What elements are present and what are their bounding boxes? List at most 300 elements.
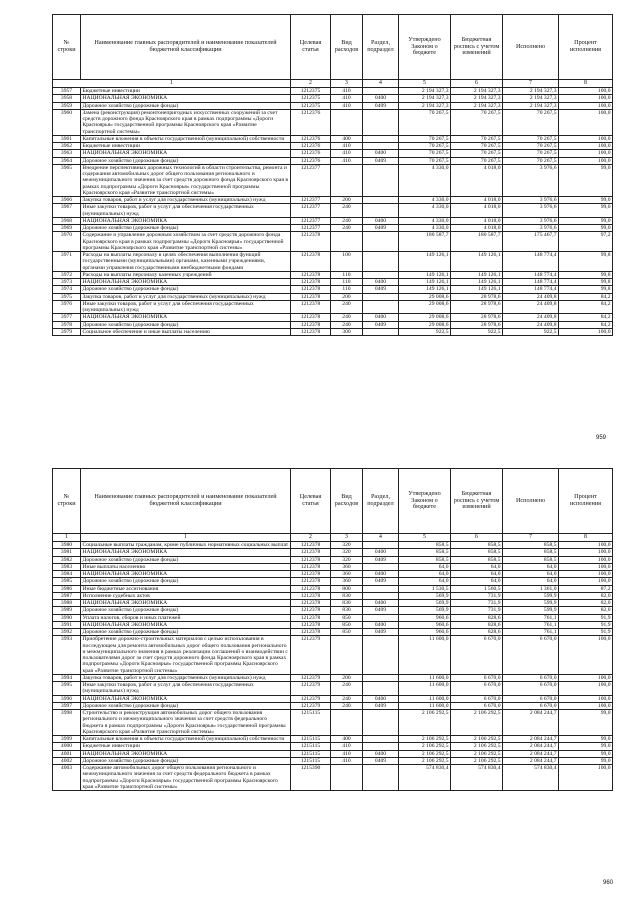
schedule-amount-cell: 858,5 — [451, 542, 503, 549]
row-number-cell: 3996 — [53, 695, 81, 702]
execution-percent-cell: 99,8 — [559, 271, 613, 278]
approved-amount-cell: 4 330,0 — [399, 204, 451, 218]
schedule-amount-cell: 731,9 — [451, 592, 503, 599]
execution-percent-cell: 100,0 — [559, 556, 613, 563]
budget-table — [52, 14, 613, 336]
schedule-amount-cell: 149 126,1 — [451, 271, 503, 278]
expense-type-cell: 360 — [331, 571, 363, 578]
approved-amount-cell: 2 194 327,3 — [399, 88, 451, 95]
table-row — [53, 592, 613, 599]
row-number-cell: 3981 — [53, 549, 81, 556]
approved-amount-cell: 2 106 292,5 — [399, 743, 451, 750]
approved-amount-cell: 70 267,5 — [399, 157, 451, 164]
table-row — [53, 629, 613, 636]
col-header-percent: Процент исполнения — [559, 15, 613, 80]
item-name-cell: Бюджетные инвестиции — [81, 143, 291, 150]
table-row — [53, 135, 613, 142]
table-row — [53, 743, 613, 750]
col-header-target: Целевая статья — [291, 15, 331, 80]
target-article-cell: 1215390 — [291, 765, 331, 791]
col-header-percent: Процент исполнения — [559, 469, 613, 534]
execution-percent-cell: 91,9 — [559, 629, 613, 636]
item-name-cell: Внедрение перспективных дорожных технологий в области строительства, ремонта и содержания автомобильных дорог общего пользования регионального и межмуниципального значения за счет средств дорожного фонда Красноярского края в рамках подпрограммы «Дороги Красноярья» государственной программы Красноярского края «Развитие транспортной системы» — [81, 164, 291, 196]
target-article-cell: 1212379 — [291, 636, 331, 675]
col-index: 2 — [291, 80, 331, 88]
executed-amount-cell: 64,0 — [503, 578, 559, 585]
table-row — [53, 621, 613, 628]
row-number-cell: 3968 — [53, 217, 81, 224]
item-name-cell: Дорожное хозяйство (дорожные фонды) — [81, 556, 291, 563]
table-row — [53, 674, 613, 681]
row-number-cell: 3970 — [53, 232, 81, 252]
table-row — [53, 636, 613, 675]
schedule-amount-cell: 2 194 327,3 — [451, 95, 503, 102]
execution-percent-cell: 100,0 — [559, 765, 613, 791]
approved-amount-cell: 574 830,4 — [399, 765, 451, 791]
row-number-cell: 3997 — [53, 702, 81, 709]
item-name-cell: Расходы на выплаты персоналу казенных учреждений — [81, 271, 291, 278]
schedule-amount-cell: 6 670,0 — [451, 702, 503, 709]
approved-amount-cell: 858,5 — [399, 549, 451, 556]
expense-type-cell — [331, 636, 363, 675]
approved-amount-cell: 4 330,0 — [399, 164, 451, 196]
expense-type-cell: 410 — [331, 143, 363, 150]
target-article-cell: 1212378 — [291, 629, 331, 636]
table-row — [53, 563, 613, 570]
target-article-cell: 1212378 — [291, 621, 331, 628]
executed-amount-cell: 761,1 — [503, 614, 559, 621]
expense-type-cell: 400 — [331, 135, 363, 142]
table-row — [53, 286, 613, 293]
item-name-cell: Иные закупки товаров, работ и услуг для обеспечения государственных (муниципальных) нужд — [81, 682, 291, 696]
approved-amount-cell: 64,0 — [399, 571, 451, 578]
row-number-cell: 3971 — [53, 252, 81, 272]
col-index: 7 — [503, 80, 559, 88]
section-code-cell: 0400 — [363, 217, 399, 224]
schedule-amount-cell: 828,6 — [451, 614, 503, 621]
col-header-row-num: № строки — [53, 15, 81, 80]
row-number-cell: 4001 — [53, 750, 81, 757]
table-row — [53, 88, 613, 95]
row-number-cell: 3977 — [53, 314, 81, 321]
section-code-cell — [363, 710, 399, 736]
expense-type-cell: 410 — [331, 750, 363, 757]
col-header-schedule: Бюджетная роспись с учетом изменений — [451, 15, 503, 80]
target-article-cell: 1212379 — [291, 682, 331, 696]
row-number-cell: 3993 — [53, 636, 81, 675]
col-index: 5 — [399, 534, 451, 542]
expense-type-cell: 410 — [331, 102, 363, 109]
approved-amount-cell: 960,6 — [399, 629, 451, 636]
table-row — [53, 271, 613, 278]
schedule-amount-cell: 2 194 327,3 — [451, 88, 503, 95]
row-number-cell: 3966 — [53, 197, 81, 204]
execution-percent-cell: 100,0 — [559, 571, 613, 578]
table-row — [53, 232, 613, 252]
col-index: 6 — [451, 80, 503, 88]
target-article-cell: 1212378 — [291, 556, 331, 563]
approved-amount-cell: 149 126,1 — [399, 279, 451, 286]
target-article-cell: 1212378 — [291, 607, 331, 614]
schedule-amount-cell: 2 106 292,5 — [451, 743, 503, 750]
schedule-amount-cell: 2 106 292,5 — [451, 750, 503, 757]
item-name-cell: Замена (реконструкция) ремонтонепригодных искусственных сооружений за счет средств дорожного фонда Красноярского края в рамках подпрограммы «Дороги Красноярья» государственной программы Красноярского края «Развитие транспортной системы» — [81, 109, 291, 135]
execution-percent-cell: 100,0 — [559, 542, 613, 549]
target-article-cell: 1212378 — [291, 585, 331, 592]
expense-type-cell: 850 — [331, 621, 363, 628]
executed-amount-cell: 148 774,4 — [503, 286, 559, 293]
expense-type-cell: 200 — [331, 674, 363, 681]
execution-percent-cell: 99,0 — [559, 164, 613, 196]
execution-percent-cell: 100,0 — [559, 135, 613, 142]
executed-amount-cell: 1 361,0 — [503, 585, 559, 592]
schedule-amount-cell: 6 670,0 — [451, 636, 503, 675]
target-article-cell: 1212378 — [291, 578, 331, 585]
table-body — [53, 542, 613, 791]
executed-amount-cell: 2 084 244,7 — [503, 750, 559, 757]
target-article-cell: 1212378 — [291, 549, 331, 556]
section-code-cell — [363, 300, 399, 314]
column-index-row — [53, 80, 613, 88]
executed-amount-cell: 70 267,5 — [503, 157, 559, 164]
expense-type-cell: 410 — [331, 95, 363, 102]
expense-type-cell: 850 — [331, 629, 363, 636]
target-article-cell: 1212376 — [291, 150, 331, 157]
execution-percent-cell: 100,0 — [559, 88, 613, 95]
execution-percent-cell: 99,0 — [559, 710, 613, 736]
approved-amount-cell: 70 267,5 — [399, 109, 451, 135]
page-number: 960 — [603, 880, 614, 886]
section-code-cell — [363, 563, 399, 570]
table-row — [53, 164, 613, 196]
page-number: 959 — [596, 435, 607, 441]
row-number-cell: 3963 — [53, 150, 81, 157]
expense-type-cell — [331, 232, 363, 252]
target-article-cell: 1212378 — [291, 232, 331, 252]
execution-percent-cell: 100,0 — [559, 150, 613, 157]
schedule-amount-cell: 2 194 327,3 — [451, 102, 503, 109]
section-code-cell: 0400 — [363, 150, 399, 157]
item-name-cell: НАЦИОНАЛЬНАЯ ЭКОНОМИКА — [81, 95, 291, 102]
approved-amount-cell: 1 530,5 — [399, 585, 451, 592]
table-row — [53, 571, 613, 578]
schedule-amount-cell: 4 018,0 — [451, 164, 503, 196]
section-code-cell — [363, 109, 399, 135]
schedule-amount-cell: 6 670,0 — [451, 695, 503, 702]
expense-type-cell: 100 — [331, 252, 363, 272]
approved-amount-cell: 2 194 327,3 — [399, 102, 451, 109]
execution-percent-cell: 99,0 — [559, 743, 613, 750]
target-article-cell: 1215115 — [291, 736, 331, 743]
executed-amount-cell: 6 670,0 — [503, 702, 559, 709]
item-name-cell: Социальное обеспечение и иные выплаты населению — [81, 328, 291, 335]
section-code-cell: 0409 — [363, 556, 399, 563]
approved-amount-cell: 2 106 292,5 — [399, 750, 451, 757]
schedule-amount-cell: 828,6 — [451, 621, 503, 628]
executed-amount-cell: 922,5 — [503, 328, 559, 335]
executed-amount-cell: 6 670,0 — [503, 636, 559, 675]
row-number-cell: 3983 — [53, 563, 81, 570]
target-article-cell: 1212378 — [291, 328, 331, 335]
section-code-cell: 0409 — [363, 607, 399, 614]
row-number-cell: 3958 — [53, 95, 81, 102]
executed-amount-cell: 175 467,7 — [503, 232, 559, 252]
execution-percent-cell: 84,2 — [559, 293, 613, 300]
item-name-cell: Расходы на выплаты персоналу в целях обеспечения выполнения функций государственными (муниципальными) органами, казенными учреждениями, органами управления государственными внебюджетными фондами — [81, 252, 291, 272]
expense-type-cell: 410 — [331, 757, 363, 764]
executed-amount-cell: 24 409,8 — [503, 321, 559, 328]
approved-amount-cell: 858,5 — [399, 542, 451, 549]
item-name-cell: НАЦИОНАЛЬНАЯ ЭКОНОМИКА — [81, 217, 291, 224]
col-index: 3 — [331, 80, 363, 88]
section-code-cell: 0400 — [363, 750, 399, 757]
table-row — [53, 225, 613, 232]
table-row — [53, 607, 613, 614]
target-article-cell: 1212376 — [291, 143, 331, 150]
section-code-cell — [363, 293, 399, 300]
header-row — [53, 15, 613, 80]
section-code-cell — [363, 143, 399, 150]
item-name-cell: НАЦИОНАЛЬНАЯ ЭКОНОМИКА — [81, 314, 291, 321]
executed-amount-cell: 64,0 — [503, 563, 559, 570]
item-name-cell: Капитальные вложения в объекты государственной (муниципальной) собственности — [81, 736, 291, 743]
target-article-cell: 1212378 — [291, 286, 331, 293]
section-code-cell — [363, 743, 399, 750]
col-header-executed: Исполнено — [503, 469, 559, 534]
executed-amount-cell: 3 976,6 — [503, 204, 559, 218]
table-row — [53, 614, 613, 621]
expense-type-cell: 320 — [331, 549, 363, 556]
approved-amount-cell: 2 106 292,5 — [399, 736, 451, 743]
execution-percent-cell: 99,0 — [559, 204, 613, 218]
approved-amount-cell: 4 330,0 — [399, 197, 451, 204]
expense-type-cell — [331, 710, 363, 736]
row-number-cell: 3988 — [53, 600, 81, 607]
approved-amount-cell: 2 106 292,5 — [399, 710, 451, 736]
execution-percent-cell: 99,8 — [559, 252, 613, 272]
item-name-cell: Иные бюджетные ассигнования — [81, 585, 291, 592]
table-row — [53, 252, 613, 272]
approved-amount-cell: 11 600,0 — [399, 636, 451, 675]
schedule-amount-cell: 731,9 — [451, 607, 503, 614]
schedule-amount-cell: 28 978,6 — [451, 300, 503, 314]
col-header-name: Наименование главных распорядителей и наименование показателей бюджетной классификации — [81, 469, 291, 534]
item-name-cell: Дорожное хозяйство (дорожные фонды) — [81, 157, 291, 164]
expense-type-cell: 320 — [331, 542, 363, 549]
item-name-cell: Приобретение дорожно-строительных материалов с целью использования в последующем для ремонта автомобильных дорог общего пользования регионального и межмуниципального значения в рамках реализации соглашений о взаимодействии с пользователями дорог за счет средств дорожного фонда Красноярского края в рамках подпрограммы «Дороги Красноярья» государственной программы Красноярского края «Развитие транспортной системы» — [81, 636, 291, 675]
section-code-cell: 0409 — [363, 578, 399, 585]
row-number-cell: 3962 — [53, 143, 81, 150]
item-name-cell: Социальные выплаты гражданам, кроме публичных нормативных социальных выплат — [81, 542, 291, 549]
approved-amount-cell: 64,0 — [399, 563, 451, 570]
target-article-cell: 1212378 — [291, 300, 331, 314]
schedule-amount-cell: 70 267,5 — [451, 109, 503, 135]
table-row — [53, 217, 613, 224]
item-name-cell: Строительство и реконструкция автомобильных дорог общего пользования регионального и межмуниципального значения за счет средств федерального бюджета в рамках подпрограммы «Дороги Красноярья» государственной программы Красноярского края «Развитие транспортной системы» — [81, 710, 291, 736]
target-article-cell: 1212379 — [291, 702, 331, 709]
header-row — [53, 469, 613, 534]
target-article-cell: 1212376 — [291, 135, 331, 142]
schedule-amount-cell: 4 018,0 — [451, 217, 503, 224]
executed-amount-cell: 70 267,5 — [503, 143, 559, 150]
executed-amount-cell: 6 670,0 — [503, 682, 559, 696]
target-article-cell: 1212378 — [291, 571, 331, 578]
section-code-cell — [363, 585, 399, 592]
execution-percent-cell: 100,0 — [559, 549, 613, 556]
table-row — [53, 736, 613, 743]
row-number-cell: 3964 — [53, 157, 81, 164]
executed-amount-cell: 599,9 — [503, 592, 559, 599]
expense-type-cell: 410 — [331, 157, 363, 164]
section-code-cell — [363, 592, 399, 599]
table-row — [53, 710, 613, 736]
row-number-cell: 4002 — [53, 757, 81, 764]
executed-amount-cell: 2 194 327,3 — [503, 95, 559, 102]
section-code-cell — [363, 164, 399, 196]
executed-amount-cell: 3 976,6 — [503, 225, 559, 232]
expense-type-cell: 200 — [331, 197, 363, 204]
section-code-cell — [363, 252, 399, 272]
expense-type-cell: 240 — [331, 225, 363, 232]
col-index: 1 — [53, 534, 81, 542]
execution-percent-cell: 100,0 — [559, 563, 613, 570]
section-code-cell — [363, 614, 399, 621]
target-article-cell: 1212378 — [291, 614, 331, 621]
item-name-cell: Капитальные вложения в объекты государственной (муниципальной) собственности — [81, 135, 291, 142]
section-code-cell: 0400 — [363, 695, 399, 702]
approved-amount-cell: 4 330,0 — [399, 225, 451, 232]
executed-amount-cell: 2 194 327,3 — [503, 102, 559, 109]
executed-amount-cell: 761,1 — [503, 629, 559, 636]
item-name-cell: Иные выплаты населению — [81, 563, 291, 570]
row-number-cell: 3979 — [53, 328, 81, 335]
approved-amount-cell: 960,6 — [399, 621, 451, 628]
execution-percent-cell: 97,2 — [559, 232, 613, 252]
target-article-cell: 1212379 — [291, 674, 331, 681]
item-name-cell: Содержание и управление дорожным хозяйством за счет средств дорожного фонда Красноярского края в рамках подпрограммы «Дороги Красноярья» государственной программы Красноярского края «Развитие транспортной системы» — [81, 232, 291, 252]
schedule-amount-cell: 149 126,1 — [451, 279, 503, 286]
target-article-cell: 1212375 — [291, 88, 331, 95]
approved-amount-cell: 180 587,7 — [399, 232, 451, 252]
expense-type-cell: 110 — [331, 271, 363, 278]
table-row — [53, 157, 613, 164]
execution-percent-cell: 84,2 — [559, 321, 613, 328]
execution-percent-cell: 100,0 — [559, 157, 613, 164]
row-number-cell: 3965 — [53, 164, 81, 196]
expense-type-cell: 830 — [331, 592, 363, 599]
row-number-cell: 3961 — [53, 135, 81, 142]
expense-type-cell: 200 — [331, 293, 363, 300]
target-article-cell: 1215115 — [291, 710, 331, 736]
table-row — [53, 102, 613, 109]
schedule-amount-cell: 574 830,4 — [451, 765, 503, 791]
row-number-cell: 3987 — [53, 592, 81, 599]
target-article-cell: 1215115 — [291, 757, 331, 764]
target-article-cell: 1212375 — [291, 102, 331, 109]
item-name-cell: Иные закупки товаров, работ и услуг для обеспечения государственных (муниципальных) нужд — [81, 300, 291, 314]
approved-amount-cell: 70 267,5 — [399, 143, 451, 150]
executed-amount-cell: 24 409,8 — [503, 293, 559, 300]
approved-amount-cell: 70 267,5 — [399, 150, 451, 157]
executed-amount-cell: 761,1 — [503, 621, 559, 628]
row-number-cell: 3986 — [53, 585, 81, 592]
approved-amount-cell: 11 600,0 — [399, 682, 451, 696]
row-number-cell: 3959 — [53, 102, 81, 109]
item-name-cell: Дорожное хозяйство (дорожные фонды) — [81, 578, 291, 585]
col-header-target: Целевая статья — [291, 469, 331, 534]
item-name-cell: НАЦИОНАЛЬНАЯ ЭКОНОМИКА — [81, 621, 291, 628]
executed-amount-cell: 599,9 — [503, 607, 559, 614]
expense-type-cell: 240 — [331, 682, 363, 696]
expense-type-cell: 360 — [331, 578, 363, 585]
table-row — [53, 695, 613, 702]
row-number-cell: 4000 — [53, 743, 81, 750]
item-name-cell: Дорожное хозяйство (дорожные фонды) — [81, 225, 291, 232]
item-name-cell: Уплата налогов, сборов и иных платежей — [81, 614, 291, 621]
table-row — [53, 757, 613, 764]
row-number-cell: 3960 — [53, 109, 81, 135]
expense-type-cell: 830 — [331, 600, 363, 607]
executed-amount-cell: 3 976,6 — [503, 164, 559, 196]
row-number-cell: 3975 — [53, 293, 81, 300]
expense-type-cell: 300 — [331, 328, 363, 335]
executed-amount-cell: 858,5 — [503, 556, 559, 563]
target-article-cell: 1212377 — [291, 217, 331, 224]
section-code-cell: 0409 — [363, 321, 399, 328]
item-name-cell: НАЦИОНАЛЬНАЯ ЭКОНОМИКА — [81, 549, 291, 556]
target-article-cell: 1212378 — [291, 279, 331, 286]
row-number-cell: 3973 — [53, 279, 81, 286]
section-code-cell: 0409 — [363, 225, 399, 232]
expense-type-cell: 240 — [331, 321, 363, 328]
section-code-cell — [363, 765, 399, 791]
row-number-cell: 3969 — [53, 225, 81, 232]
target-article-cell: 1215115 — [291, 750, 331, 757]
section-code-cell — [363, 328, 399, 335]
execution-percent-cell: 100,0 — [559, 702, 613, 709]
row-number-cell: 3999 — [53, 736, 81, 743]
col-header-section: Раздел, подраздел — [363, 469, 399, 534]
col-header-schedule: Бюджетная роспись с учетом изменений — [451, 469, 503, 534]
section-code-cell: 0400 — [363, 279, 399, 286]
section-code-cell — [363, 135, 399, 142]
execution-percent-cell: 87,2 — [559, 585, 613, 592]
approved-amount-cell: 858,5 — [399, 556, 451, 563]
section-code-cell: 0400 — [363, 600, 399, 607]
expense-type-cell: 110 — [331, 279, 363, 286]
table-row — [53, 750, 613, 757]
section-code-cell: 0400 — [363, 621, 399, 628]
schedule-amount-cell: 149 126,1 — [451, 252, 503, 272]
section-code-cell — [363, 197, 399, 204]
executed-amount-cell: 70 267,5 — [503, 150, 559, 157]
row-number-cell: 3957 — [53, 88, 81, 95]
execution-percent-cell: 99,8 — [559, 286, 613, 293]
row-number-cell: 3994 — [53, 674, 81, 681]
row-number-cell: 3972 — [53, 271, 81, 278]
execution-percent-cell: 84,2 — [559, 300, 613, 314]
item-name-cell: Дорожное хозяйство (дорожные фонды) — [81, 607, 291, 614]
item-name-cell: Дорожное хозяйство (дорожные фонды) — [81, 102, 291, 109]
section-code-cell: 0409 — [363, 286, 399, 293]
row-number-cell: 3989 — [53, 607, 81, 614]
target-article-cell: 1212377 — [291, 204, 331, 218]
approved-amount-cell: 4 330,0 — [399, 217, 451, 224]
table-row — [53, 279, 613, 286]
row-number-cell: 4003 — [53, 765, 81, 791]
executed-amount-cell: 574 830,4 — [503, 765, 559, 791]
table-body — [53, 88, 613, 336]
